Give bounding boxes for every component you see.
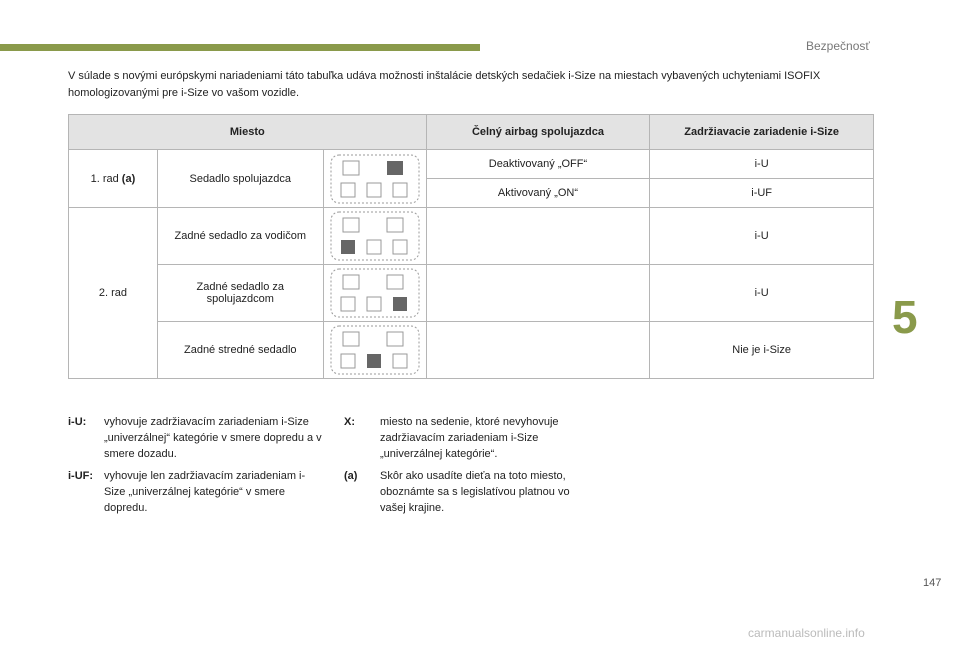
row2-label: 2. rad xyxy=(69,208,158,379)
table-row xyxy=(69,322,874,379)
car-seat-diagram-icon xyxy=(329,153,421,205)
legend-iu xyxy=(68,414,328,464)
restraint-value: i-U xyxy=(650,265,874,322)
restraint-on: i-UF xyxy=(650,179,874,208)
seat-diagram-rear-center xyxy=(323,322,426,379)
legend-text: Skôr ako usadíte dieťa na toto miesto, oboznámte sa s legislatívou platnou vo vašej krajine. xyxy=(380,470,570,514)
legend-key: i-UF: xyxy=(68,470,94,482)
table-row xyxy=(69,150,874,179)
legend-key: X: xyxy=(344,416,355,428)
seat-name: Zadné stredné sedadlo xyxy=(157,322,323,379)
restraint-value: i-U xyxy=(650,208,874,265)
legend-text: vyhovuje len zadržiavacím zariadeniam i-Size „univerzálnej kategórie“ v smere dopredu. xyxy=(104,470,306,514)
car-seat-diagram-icon xyxy=(329,210,421,262)
seat-diagram-rear-right xyxy=(323,265,426,322)
table-header-row xyxy=(69,115,874,150)
intro-paragraph: V súlade s novými európskymi nariadeniami táto tabuľka udáva možnosti inštalácie detských sedačiek i-Size na miestach vybavených uchyteniami ISOFIX homologizovanými pre i-Size vo vašom vozidle. xyxy=(68,70,821,99)
legend-x xyxy=(344,414,594,464)
chapter-number: 5 xyxy=(892,291,918,343)
airbag-off: Deaktivovaný „OFF“ xyxy=(426,150,650,179)
page-number: 147 xyxy=(923,577,942,589)
isize-table xyxy=(68,114,874,379)
seat-name: Sedadlo spolujazdca xyxy=(157,150,323,208)
row1-note: (a) xyxy=(121,172,136,185)
header-airbag: Čelný airbag spolujazdca xyxy=(426,115,650,150)
legend-key: (a) xyxy=(344,470,358,482)
restraint-off: i-U xyxy=(650,150,874,179)
header-place: Miesto xyxy=(69,115,427,150)
row1-label: 1. rad xyxy=(90,172,119,185)
legend-key: i-U: xyxy=(68,416,87,428)
seat-name: Zadné sedadlo za spolujazdcom xyxy=(157,265,323,322)
seat-name: Zadné sedadlo za vodičom xyxy=(157,208,323,265)
seat-diagram-rear-left xyxy=(323,208,426,265)
legend-text: miesto na sedenie, ktoré nevyhovuje zadržiavacím zariadeniam i-Size „univerzálnej kategórie“. xyxy=(380,416,559,460)
car-seat-diagram-icon xyxy=(329,324,421,376)
restraint-value: Nie je i-Size xyxy=(650,322,874,379)
seat-diagram-passenger xyxy=(323,150,426,208)
airbag-on: Aktivovaný „ON“ xyxy=(426,179,650,208)
legend-iuf xyxy=(68,468,328,518)
row-label-first xyxy=(69,150,158,208)
car-seat-diagram-icon xyxy=(329,267,421,319)
table-row xyxy=(69,265,874,322)
table-row xyxy=(69,208,874,265)
top-accent-bar xyxy=(0,44,480,51)
section-title: Bezpečnosť xyxy=(806,39,870,53)
watermark: carmanualsonline.info xyxy=(748,626,865,640)
airbag-empty xyxy=(426,265,650,322)
header-restraint: Zadržiavacie zariadenie i-Size xyxy=(650,115,874,150)
airbag-empty xyxy=(426,208,650,265)
airbag-empty xyxy=(426,322,650,379)
legend-a xyxy=(344,468,594,518)
legend-text: vyhovuje zadržiavacím zariadeniam i-Size „univerzálnej“ kategórie v smere dopredu a v smere dozadu. xyxy=(104,416,322,460)
